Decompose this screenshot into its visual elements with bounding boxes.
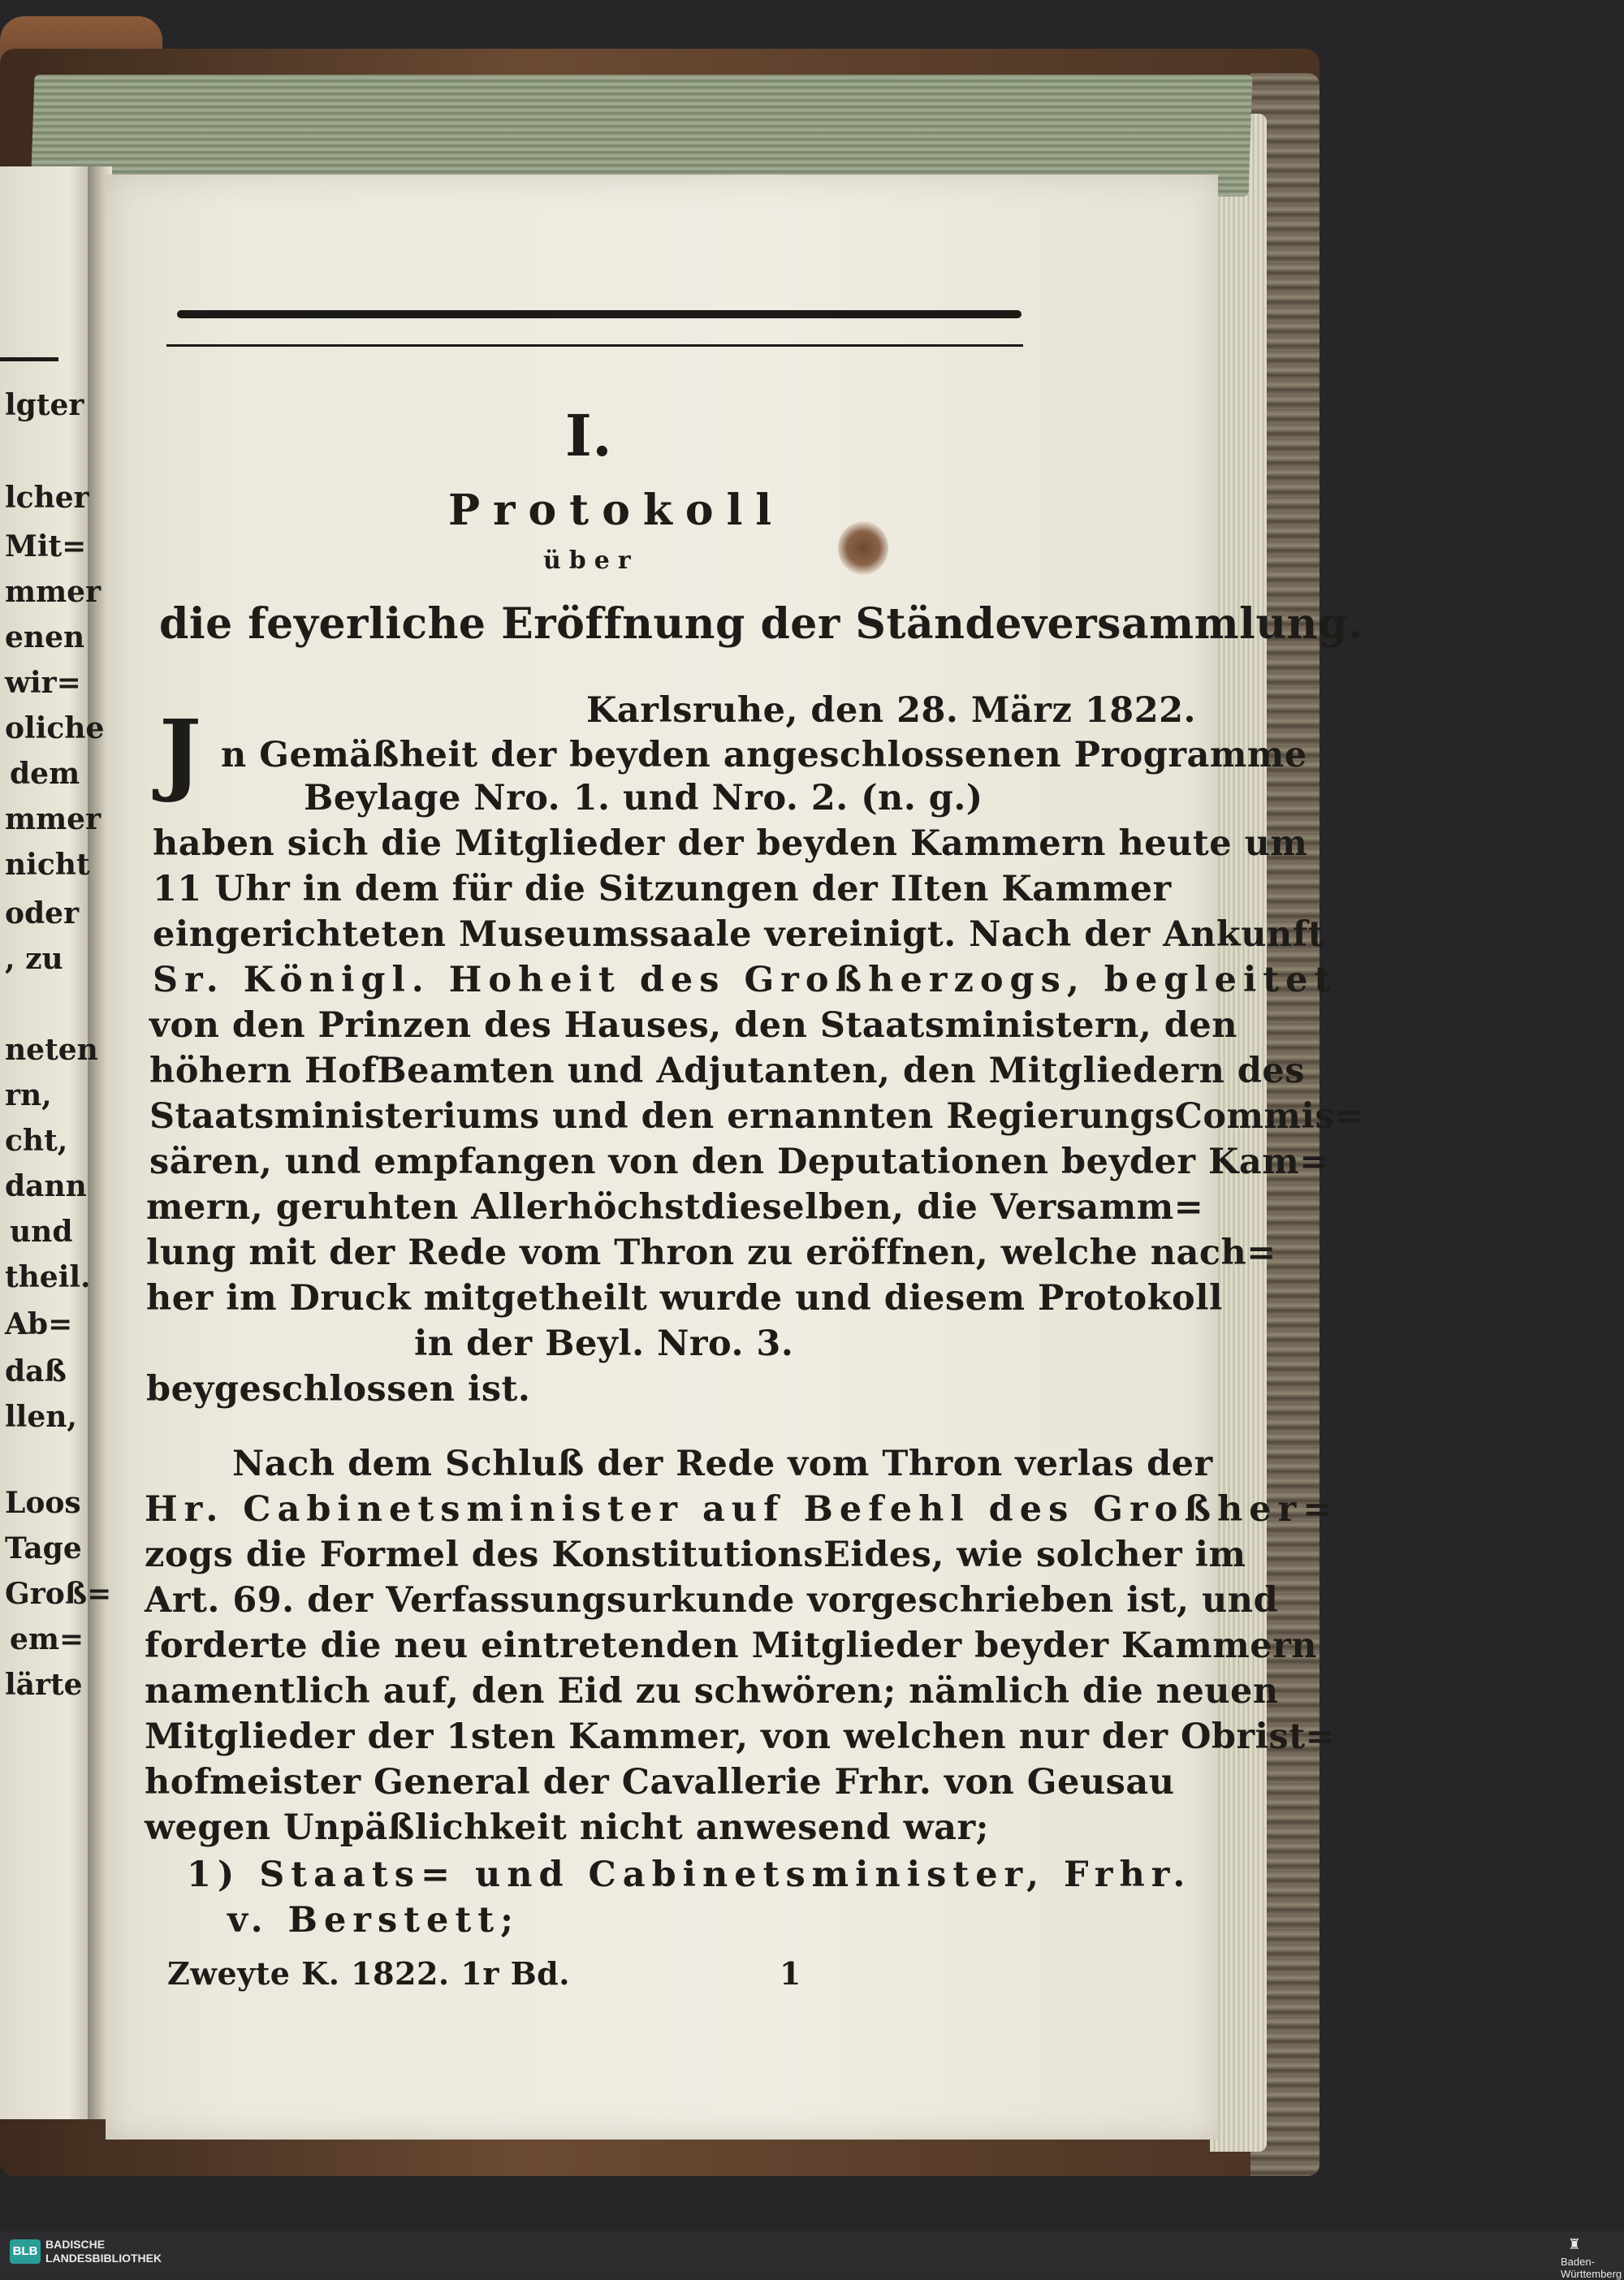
left-fragment: dann xyxy=(5,1169,87,1203)
paragraph-line: Staatsministeriums und den ernannten RegierungsCommis= xyxy=(149,1096,1365,1137)
place-date: Karlsruhe, den 28. März 1822. xyxy=(586,690,1197,731)
paragraph-line: Beylage Nro. 1. und Nro. 2. (n. g.) xyxy=(304,778,983,818)
paragraph-line: Nach dem Schluß der Rede vom Thron verlas der xyxy=(232,1444,1213,1484)
header-rule-thick xyxy=(177,310,1021,318)
header-rule-thin xyxy=(166,344,1023,347)
paragraph-line: namentlich auf, den Eid zu schwören; nämlich die neuen xyxy=(145,1671,1279,1712)
left-fragment: theil. xyxy=(5,1260,91,1294)
paragraph-line: Art. 69. der Verfassungsurkunde vorgeschrieben ist, und xyxy=(145,1580,1279,1621)
section-number: I. xyxy=(565,402,613,469)
sheet-mark: 1 xyxy=(780,1955,801,1992)
paragraph-line: n Gemäßheit der beyden angeschlossenen Programme xyxy=(221,735,1307,775)
left-fragment: Ab= xyxy=(5,1307,73,1341)
left-fragment: nicht xyxy=(5,848,90,882)
left-fragment: oder xyxy=(5,896,80,931)
paragraph-line: von den Prinzen des Hauses, den Staatsministern, den xyxy=(149,1005,1237,1046)
list-item-line: 1) Staats= und Cabinetsminister, Frhr. xyxy=(187,1855,1192,1895)
list-item-line: v. Berstett; xyxy=(227,1900,520,1941)
paragraph-line: her im Druck mitgetheilt wurde und diesem Protokoll xyxy=(146,1278,1223,1319)
paragraph-line: zogs die Formel des KonstitutionsEides, wie solcher im xyxy=(145,1535,1246,1575)
paragraph-line: Mitglieder der 1sten Kammer, von welchen nur der Obrist= xyxy=(145,1716,1336,1757)
paragraph-line: sären, und empfangen von den Deputationen beyder Kam= xyxy=(149,1142,1329,1182)
left-fragment: Loos xyxy=(5,1486,81,1520)
paragraph-line: Hr. Cabinetsminister auf Befehl des Großher= xyxy=(145,1489,1339,1530)
left-fragment: Mit= xyxy=(5,529,87,564)
left-fragment: lgter xyxy=(5,388,84,422)
left-fragment: mmer xyxy=(5,802,102,836)
left-fragment: daß xyxy=(5,1354,67,1388)
viewer-footer-bar xyxy=(0,2231,1624,2280)
paragraph-line: Sr. Königl. Hoheit des Großherzogs, begleitet xyxy=(153,960,1337,1000)
library-name-line2: LANDESBIBLIOTHEK xyxy=(45,2252,162,2265)
document-subtitle: die feyerliche Eröffnung der Ständeversammlung. xyxy=(159,599,1363,649)
paragraph-line: höhern HofBeamten und Adjutanten, den Mitgliedern des xyxy=(149,1051,1305,1091)
left-fragment: em= xyxy=(10,1622,84,1656)
left-fragment: oliche xyxy=(5,711,105,745)
title-connector: über xyxy=(543,546,639,575)
document-title: Protokoll xyxy=(448,486,785,535)
left-fragment: cht, xyxy=(5,1124,68,1158)
baden-wuerttemberg-crest-icon[interactable]: ♜ xyxy=(1567,2236,1582,2253)
library-name[interactable] xyxy=(45,2238,162,2265)
region-label[interactable]: Baden-Württemberg xyxy=(1561,2256,1622,2280)
left-fragment: dem xyxy=(10,757,80,791)
library-name-line1: BADISCHE xyxy=(45,2238,106,2251)
left-fragment: enen xyxy=(5,620,85,654)
paragraph-line: in der Beyl. Nro. 3. xyxy=(414,1324,794,1364)
left-fragment: rn, xyxy=(5,1078,52,1112)
paper-stain xyxy=(838,521,888,575)
left-fragment: Groß= xyxy=(5,1577,112,1611)
paragraph-line: 11 Uhr in dem für die Sitzungen der IIten Kammer xyxy=(153,869,1172,909)
paragraph-line: lung mit der Rede vom Thron zu eröffnen, welche nach= xyxy=(146,1233,1276,1273)
signature-line: Zweyte K. 1822. 1r Bd. xyxy=(167,1955,570,1992)
left-fragment: Tage xyxy=(5,1531,82,1565)
library-logo-icon[interactable]: BLB xyxy=(10,2239,41,2264)
left-fragment: neten xyxy=(5,1033,98,1067)
left-page-rule xyxy=(0,357,58,361)
left-fragment: lärte xyxy=(5,1668,83,1702)
paragraph-line: mern, geruhten Allerhöchstdieselben, die Versamm= xyxy=(146,1187,1204,1228)
left-fragment: und xyxy=(10,1215,73,1249)
paragraph-line: forderte die neu eintretenden Mitglieder beyder Kammern xyxy=(145,1626,1318,1666)
left-fragment: , zu xyxy=(5,942,63,976)
left-fragment: wir= xyxy=(5,666,81,700)
left-fragment: mmer xyxy=(5,575,102,609)
paragraph-line: eingerichteten Museumssaale vereinigt. Nach der Ankunft xyxy=(153,914,1325,955)
paragraph-line: beygeschlossen ist. xyxy=(146,1369,531,1410)
paragraph-line: wegen Unpäßlichkeit nicht anwesend war; xyxy=(145,1807,989,1848)
left-fragment: llen, xyxy=(5,1400,77,1434)
paragraph-line: haben sich die Mitglieder der beyden Kammern heute um xyxy=(153,823,1308,864)
left-fragment: lcher xyxy=(5,481,89,515)
paragraph-line: hofmeister General der Cavallerie Frhr. von Geusau xyxy=(145,1762,1175,1803)
initial-letter: J xyxy=(159,700,202,805)
